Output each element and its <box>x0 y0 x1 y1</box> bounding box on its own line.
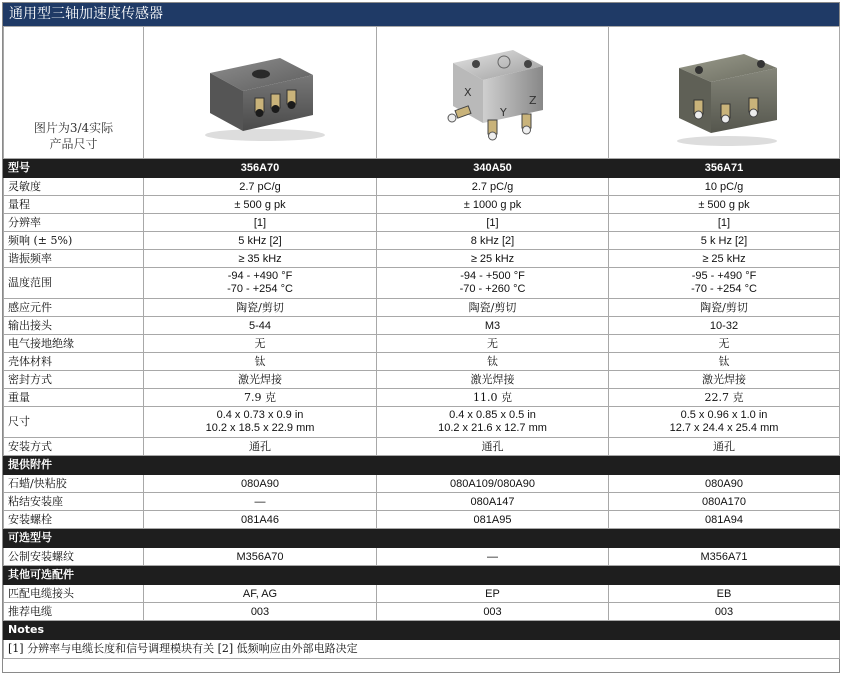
table-row <box>4 317 840 335</box>
value-cell: 2.7 pC/g <box>144 178 377 196</box>
table-row <box>4 196 840 214</box>
value-cell: ± 500 g pk <box>609 196 840 214</box>
value-cell: 无 <box>377 335 609 353</box>
value-cell: 钛 <box>144 353 377 371</box>
row-label: 粘结安装座 <box>4 493 144 511</box>
product-image-row <box>4 27 840 159</box>
table-row <box>4 353 840 371</box>
row-label: 感应元件 <box>4 299 144 317</box>
row-label: 分辨率 <box>4 214 144 232</box>
value-cell <box>377 268 609 299</box>
row-label: 推荐电缆 <box>4 603 144 621</box>
row-label: 量程 <box>4 196 144 214</box>
value-cell: 无 <box>144 335 377 353</box>
value-line: 12.7 x 24.4 x 25.4 mm <box>669 422 779 434</box>
table-row <box>4 389 840 407</box>
value-cell: 080A109/080A90 <box>377 475 609 493</box>
value-cell: M356A71 <box>609 548 840 566</box>
row-label: 安装方式 <box>4 438 144 456</box>
value-cell: 通孔 <box>144 438 377 456</box>
row-label: 重量 <box>4 389 144 407</box>
value-cell: ± 1000 g pk <box>377 196 609 214</box>
value-cell: — <box>144 493 377 511</box>
model-356a70: 356A70 <box>144 159 377 178</box>
table-row <box>4 178 840 196</box>
row-label: 尺寸 <box>4 407 144 438</box>
table-row <box>4 603 840 621</box>
value-line: -94 - +500 °F <box>460 270 525 282</box>
value-cell: 10-32 <box>609 317 840 335</box>
value-cell: 080A170 <box>609 493 840 511</box>
notes-row <box>4 640 840 659</box>
value-cell <box>144 268 377 299</box>
section-accessories <box>4 456 840 475</box>
product-image-356a70 <box>144 27 377 159</box>
value-line: 0.4 x 0.85 x 0.5 in <box>449 409 536 421</box>
value-cell: 003 <box>609 603 840 621</box>
value-cell <box>144 407 377 438</box>
value-cell: 11.0 克 <box>377 389 609 407</box>
value-cell: ≥ 25 kHz <box>377 250 609 268</box>
section-optional-models <box>4 529 840 548</box>
value-cell: 陶瓷/剪切 <box>609 299 840 317</box>
product-image-340a50 <box>377 27 609 159</box>
value-line: -95 - +490 °F <box>691 270 757 282</box>
product-image-356a71 <box>609 27 840 159</box>
table-row <box>4 335 840 353</box>
value-cell: 激光焊接 <box>377 371 609 389</box>
section-other-options <box>4 566 840 585</box>
value-line: 0.4 x 0.73 x 0.9 in <box>216 409 304 421</box>
table-row <box>4 493 840 511</box>
notes-text: [1] 分辨率与电缆长度和信号调理模块有关 [2] 低频响应由外部电路决定 <box>4 640 840 659</box>
row-label: 公制安装螺纹 <box>4 548 144 566</box>
axis-label-y: Y <box>499 105 507 119</box>
section-heading: 可选型号 <box>4 529 840 548</box>
model-header-row <box>4 159 840 178</box>
table-row <box>4 250 840 268</box>
row-label: 输出接头 <box>4 317 144 335</box>
axis-label-z: Z <box>528 93 537 107</box>
value-cell: ± 500 g pk <box>144 196 377 214</box>
value-cell: 陶瓷/剪切 <box>377 299 609 317</box>
section-notes <box>4 621 840 640</box>
image-caption <box>4 27 144 159</box>
image-caption-line: 产品尺寸 <box>49 137 98 151</box>
value-cell: 003 <box>144 603 377 621</box>
value-cell: 081A94 <box>609 511 840 529</box>
value-cell: 22.7 克 <box>609 389 840 407</box>
table-row <box>4 268 840 299</box>
value-cell: EP <box>377 585 609 603</box>
value-cell: ≥ 35 kHz <box>144 250 377 268</box>
row-label: 匹配电缆接头 <box>4 585 144 603</box>
value-line: -70 - +260 °C <box>459 283 526 295</box>
table-row <box>4 214 840 232</box>
value-cell: 无 <box>609 335 840 353</box>
row-label: 灵敏度 <box>4 178 144 196</box>
value-cell: [1] <box>609 214 840 232</box>
value-cell: ≥ 25 kHz <box>609 250 840 268</box>
row-label: 石蜡/快粘胶 <box>4 475 144 493</box>
value-cell <box>377 407 609 438</box>
value-line: -94 - +490 °F <box>227 270 293 282</box>
value-cell: 10 pC/g <box>609 178 840 196</box>
value-cell: 8 kHz [2] <box>377 232 609 250</box>
value-cell: 5-44 <box>144 317 377 335</box>
value-line: 10.2 x 18.5 x 22.9 mm <box>205 422 315 434</box>
value-cell: 5 k Hz [2] <box>609 232 840 250</box>
table-row <box>4 232 840 250</box>
table-row <box>4 585 840 603</box>
spec-table <box>3 26 840 659</box>
table-row <box>4 407 840 438</box>
table-row <box>4 371 840 389</box>
value-cell: — <box>377 548 609 566</box>
value-cell: 2.7 pC/g <box>377 178 609 196</box>
table-row <box>4 438 840 456</box>
value-cell: 钛 <box>377 353 609 371</box>
value-cell: 5 kHz [2] <box>144 232 377 250</box>
value-line: 0.5 x 0.96 x 1.0 in <box>680 409 768 421</box>
value-line: -70 - +254 °C <box>227 283 293 295</box>
value-line: -70 - +254 °C <box>691 283 757 295</box>
value-cell: [1] <box>144 214 377 232</box>
row-label: 谐振频率 <box>4 250 144 268</box>
row-label: 安装螺栓 <box>4 511 144 529</box>
value-cell: 081A46 <box>144 511 377 529</box>
page-title: 通用型三轴加速度传感器 <box>3 3 839 26</box>
axis-label-x: X <box>463 85 472 99</box>
value-line: 10.2 x 21.6 x 12.7 mm <box>438 422 547 434</box>
section-heading: Notes <box>4 621 840 640</box>
value-cell: 激光焊接 <box>144 371 377 389</box>
value-cell: M356A70 <box>144 548 377 566</box>
row-label: 壳体材料 <box>4 353 144 371</box>
model-356a71: 356A71 <box>609 159 840 178</box>
value-cell: M3 <box>377 317 609 335</box>
model-header-label: 型号 <box>4 159 144 178</box>
value-cell: 7.9 克 <box>144 389 377 407</box>
row-label: 密封方式 <box>4 371 144 389</box>
value-cell: 003 <box>377 603 609 621</box>
section-heading: 其他可选配件 <box>4 566 840 585</box>
value-cell: 通孔 <box>377 438 609 456</box>
table-row <box>4 511 840 529</box>
row-label: 频响 (± 5%) <box>4 232 144 250</box>
value-cell: 陶瓷/剪切 <box>144 299 377 317</box>
value-cell: 080A147 <box>377 493 609 511</box>
value-cell: AF, AG <box>144 585 377 603</box>
value-cell: [1] <box>377 214 609 232</box>
image-caption-line: 图片为3/4实际 <box>33 121 114 135</box>
table-row <box>4 475 840 493</box>
table-row <box>4 299 840 317</box>
value-cell <box>609 407 840 438</box>
section-heading: 提供附件 <box>4 456 840 475</box>
row-label: 电气接地绝缘 <box>4 335 144 353</box>
value-cell <box>609 268 840 299</box>
model-340a50: 340A50 <box>377 159 609 178</box>
value-cell: 080A90 <box>609 475 840 493</box>
row-label: 温度范围 <box>4 268 144 299</box>
table-row <box>4 548 840 566</box>
value-cell: 080A90 <box>144 475 377 493</box>
value-cell: 通孔 <box>609 438 840 456</box>
value-cell: 激光焊接 <box>609 371 840 389</box>
value-cell: 081A95 <box>377 511 609 529</box>
value-cell: EB <box>609 585 840 603</box>
value-cell: 钛 <box>609 353 840 371</box>
